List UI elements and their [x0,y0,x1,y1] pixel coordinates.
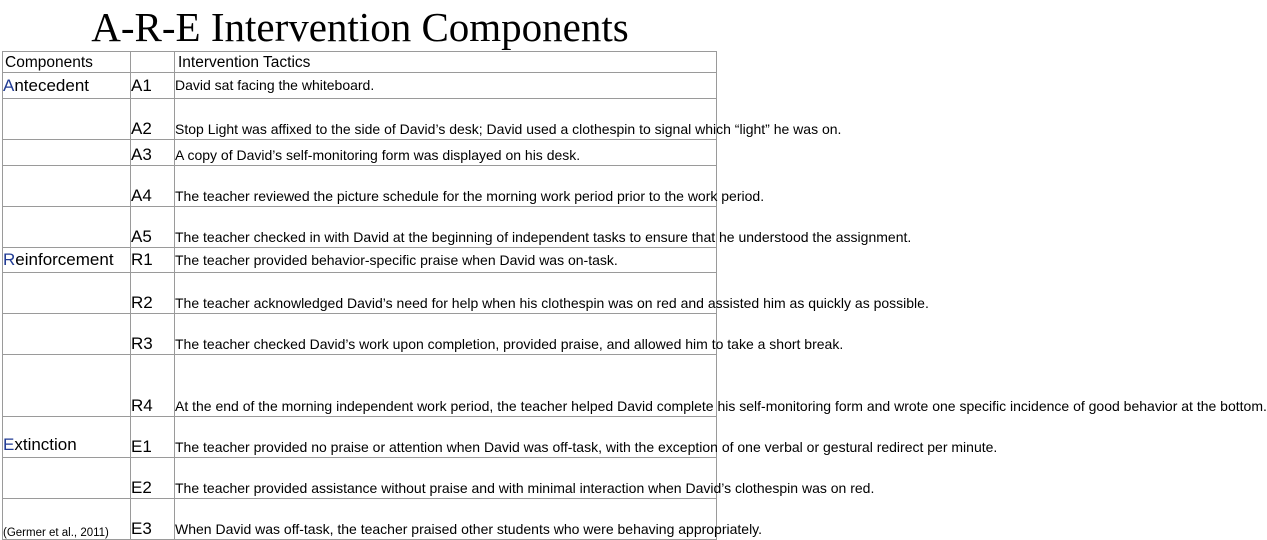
components-header: Components [3,52,131,73]
row-code: A2 [131,99,175,140]
intervention-table [2,51,1267,540]
page-title: A-R-E Intervention Components [91,4,629,50]
empty-cell [3,314,131,355]
tactics-header: Intervention Tactics [175,52,717,73]
empty-cell [3,99,131,140]
row-tactic: The teacher provided no praise or attention when David was off-task, with the exception of one verbal or gestural redirect per minute. [175,417,717,458]
row-code: R1 [131,248,175,273]
category-extinction [3,417,131,458]
empty-cell [3,355,131,417]
table-row [3,499,717,540]
row-tactic: A copy of David’s self-monitoring form was displayed on his desk. [175,140,717,166]
row-code: R3 [131,314,175,355]
row-code: E3 [131,499,175,540]
row-tactic: The teacher acknowledged David’s need for help when his clothespin was on red and assisted him as quickly as possible. [175,273,717,314]
empty-cell [3,458,131,499]
citation: (Germer et al., 2011) [3,499,131,540]
row-tactic: David sat facing the whiteboard. [175,73,717,99]
row-tactic: The teacher reviewed the picture schedule for the morning work period prior to the work period. [175,166,717,207]
table-row [3,73,717,99]
table-row [3,207,717,248]
category-rest: einforcement [15,250,114,269]
row-tactic: The teacher checked in with David at the beginning of independent tasks to ensure that he understood the assignment. [175,207,717,248]
category-initial: A [3,75,15,95]
row-code: E2 [131,458,175,499]
category-reinforcement [3,248,131,273]
category-initial: R [3,250,16,269]
table-row [3,248,717,273]
table-row [3,314,717,355]
table-row [3,140,717,166]
table-row [3,273,717,314]
category-initial: E [3,435,15,454]
empty-cell [3,140,131,166]
table-row [3,417,717,458]
table-row [3,355,717,417]
header-row [3,52,717,73]
row-code: E1 [131,417,175,458]
empty-cell [3,207,131,248]
row-code: A3 [131,140,175,166]
table-row [3,166,717,207]
empty-cell [3,166,131,207]
row-tactic: At the end of the morning independent work period, the teacher helped David complete his self-monitoring form and wrote one specific incidence of good behavior at the bottom. [175,355,717,417]
row-tactic: The teacher checked David’s work upon completion, provided praise, and allowed him to take a short break. [175,314,717,355]
empty-cell [3,273,131,314]
row-tactic: When David was off-task, the teacher praised other students who were behaving appropriately. [175,499,717,540]
row-code: A5 [131,207,175,248]
row-code: R4 [131,355,175,417]
category-rest: ntecedent [14,75,90,95]
code-header-cell [131,52,175,73]
row-code: R2 [131,273,175,314]
table-row [3,99,717,140]
row-code: A4 [131,166,175,207]
row-tactic: The teacher provided assistance without praise and with minimal interaction when David’s clothespin was on red. [175,458,717,499]
row-tactic: The teacher provided behavior-specific praise when David was on-task. [175,248,717,273]
table-row [3,458,717,499]
category-antecedent [3,73,131,99]
row-code: A1 [131,73,175,99]
category-rest: xtinction [14,435,77,454]
row-tactic: Stop Light was affixed to the side of David’s desk; David used a clothespin to signal which “light” he was on. [175,99,717,140]
